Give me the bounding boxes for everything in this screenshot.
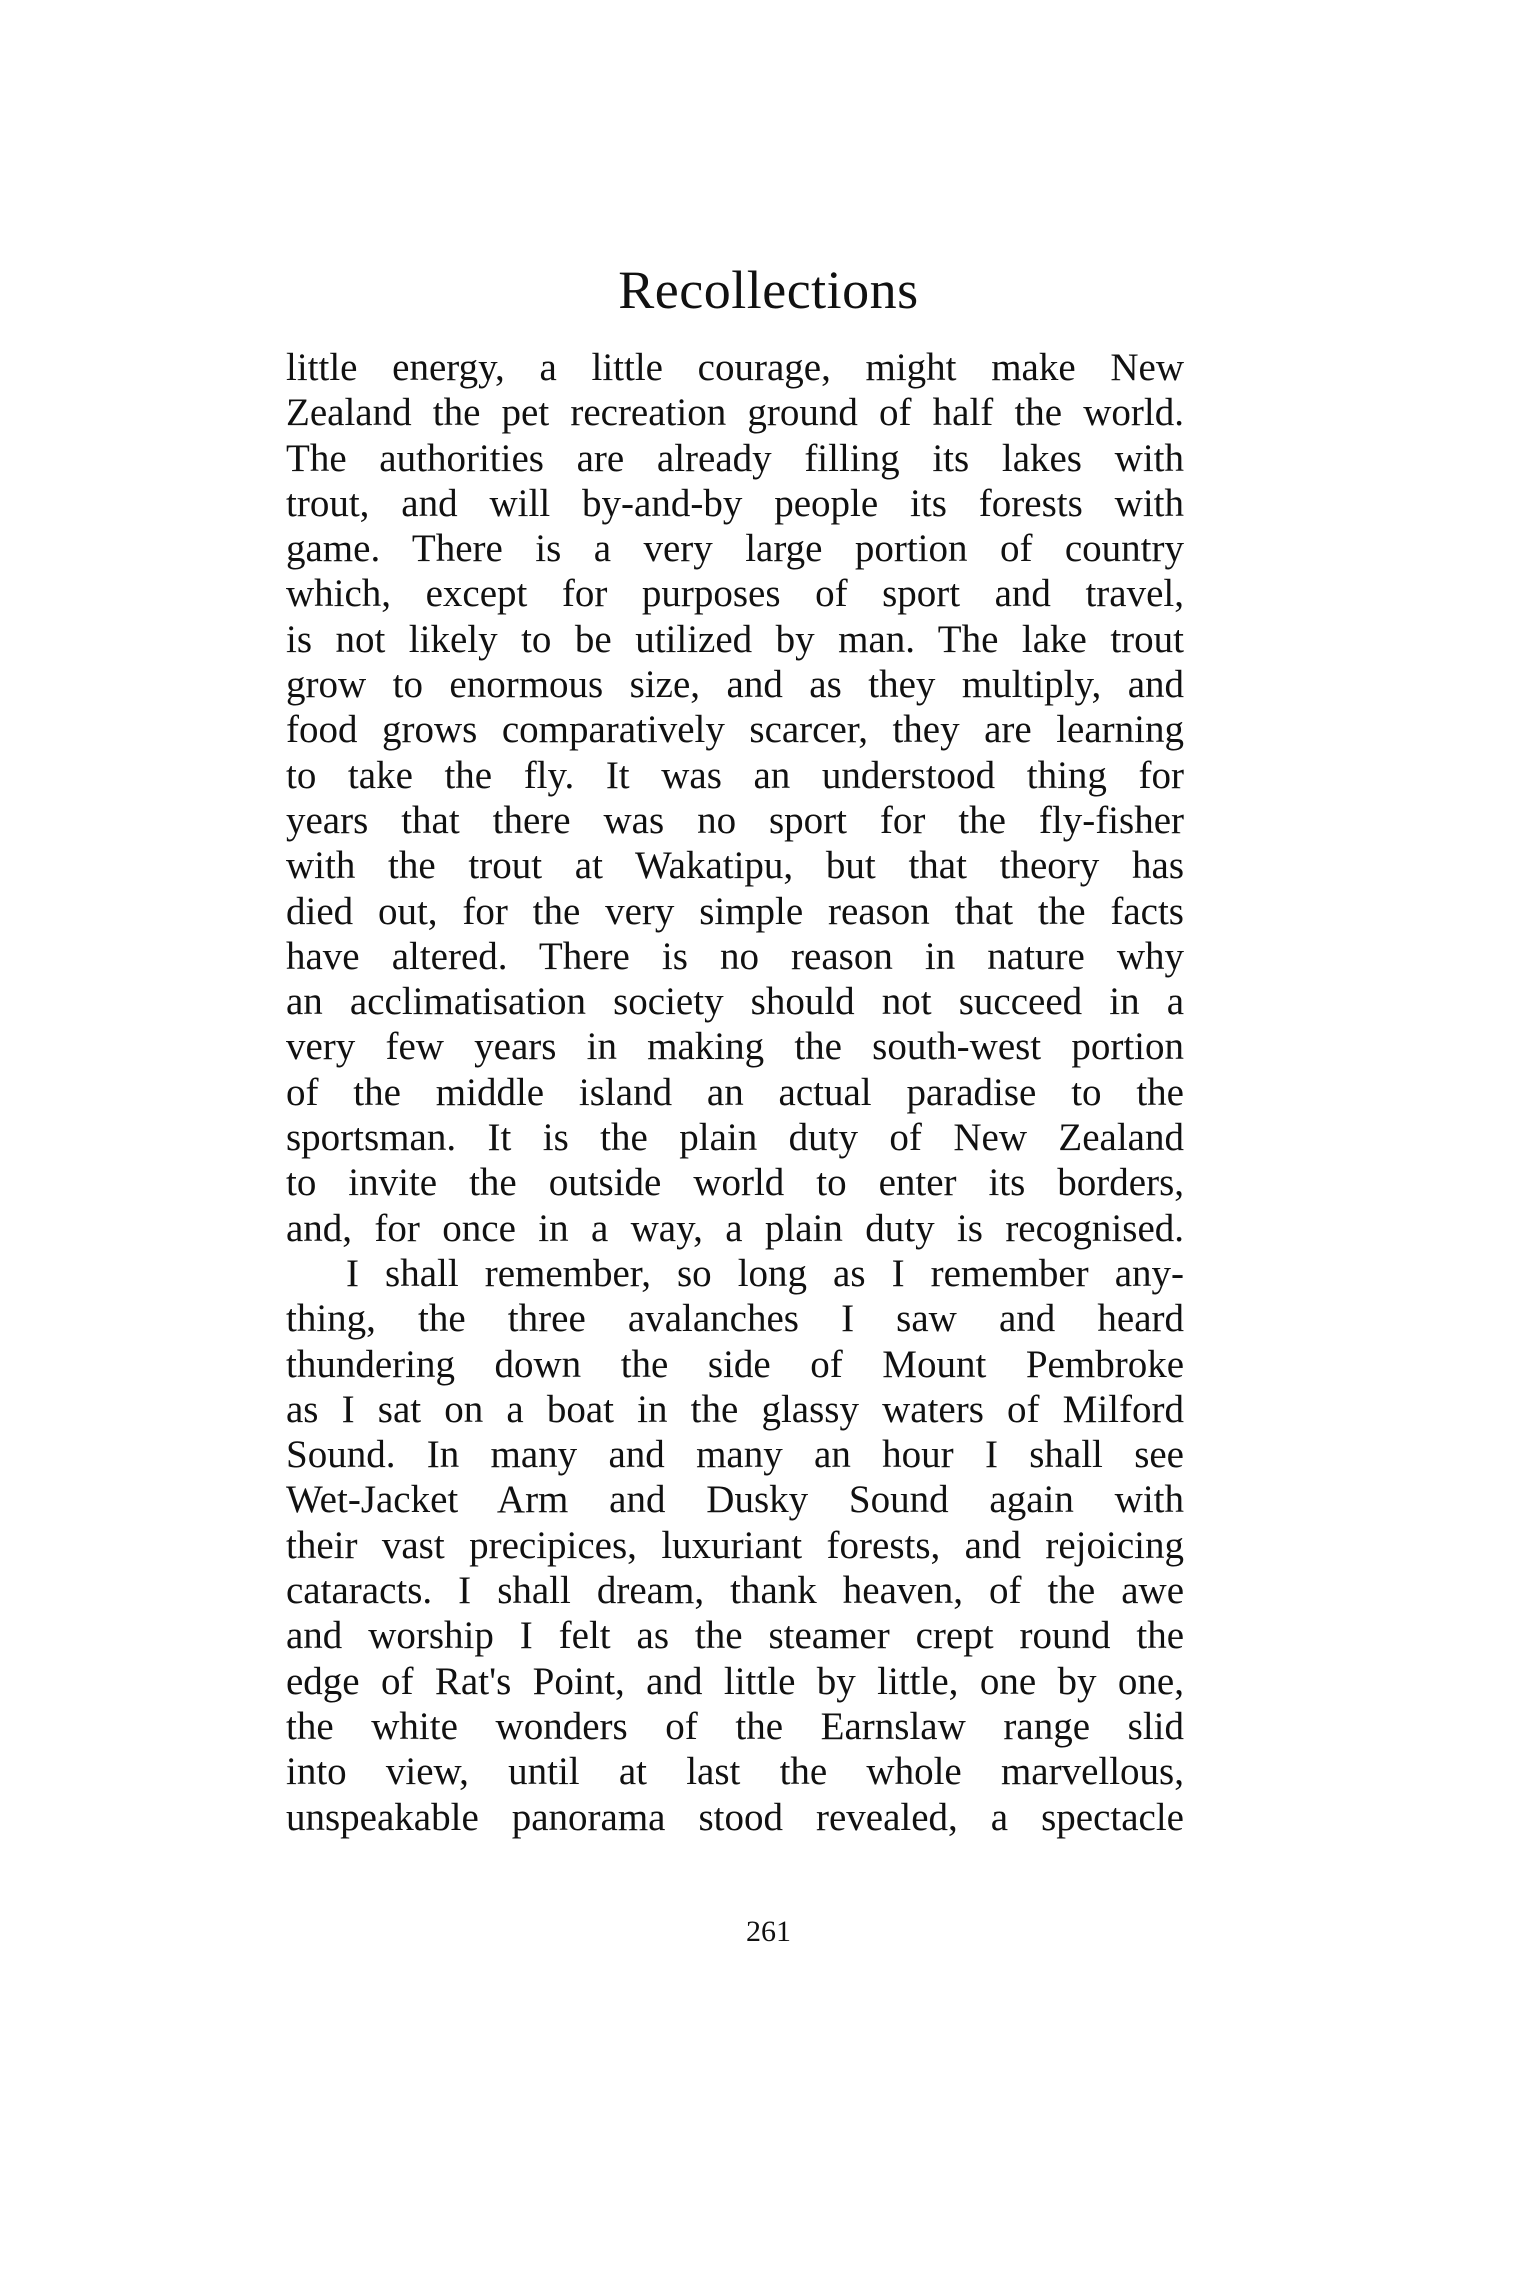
text-line: trout, and will by-and-by people its forests with [286, 481, 1184, 525]
text-line: is not likely to be utilized by man. The lake trout [286, 617, 1184, 661]
text-line: which, except for purposes of sport and travel, [286, 572, 1184, 616]
paragraph [286, 1251, 1184, 1840]
text-line: into view, until at last the whole marvellous, [286, 1750, 1184, 1794]
text-line: Wet-Jacket Arm and Dusky Sound again with [286, 1478, 1184, 1522]
text-line: with the trout at Wakatipu, but that theory has [286, 844, 1184, 888]
text-line: have altered. There is no reason in nature why [286, 934, 1184, 978]
text-line: unspeakable panorama stood revealed, a spectacle [286, 1795, 1184, 1839]
text-line: food grows comparatively scarcer, they are learning [286, 708, 1184, 752]
running-head-title: Recollections [618, 260, 919, 320]
text-line: an acclimatisation society should not succeed in a [286, 980, 1184, 1024]
text-line: game. There is a very large portion of country [286, 527, 1184, 571]
text-line: sportsman. It is the plain duty of New Zealand [286, 1116, 1184, 1160]
text-line: their vast precipices, luxuriant forests, and rejoicing [286, 1523, 1184, 1567]
text-line: grow to enormous size, and as they multiply, and [286, 663, 1184, 707]
text-line: edge of Rat's Point, and little by little, one by one, [286, 1659, 1184, 1703]
text-line: died out, for the very simple reason that the facts [286, 889, 1184, 933]
text-line: and worship I felt as the steamer crept round the [286, 1614, 1184, 1658]
text-line: to take the fly. It was an understood thing for [286, 753, 1184, 797]
text-line: cataracts. I shall dream, thank heaven, of the awe [286, 1569, 1184, 1613]
paragraph [286, 345, 1184, 1251]
text-line: little energy, a little courage, might make New [286, 346, 1184, 389]
body-text [286, 345, 1184, 1840]
text-line: years that there was no sport for the fly-fisher [286, 798, 1184, 842]
text-line: Sound. In many and many an hour I shall see [286, 1433, 1184, 1477]
text-line: very few years in making the south-west portion [286, 1025, 1184, 1069]
text-line: Zealand the pet recreation ground of half the world. [286, 391, 1184, 435]
text-line: thundering down the side of Mount Pembroke [286, 1342, 1184, 1386]
text-line: of the middle island an actual paradise to the [286, 1070, 1184, 1114]
text-line: The authorities are already filling its lakes with [286, 436, 1184, 480]
text-line: I shall remember, so long as I remember any- [346, 1251, 1184, 1295]
text-line: as I sat on a boat in the glassy waters of Milford [286, 1387, 1184, 1431]
text-line: to invite the outside world to enter its borders, [286, 1161, 1184, 1205]
text-line: the white wonders of the Earnslaw range slid [286, 1704, 1184, 1748]
text-line: and, for once in a way, a plain duty is recognised. [286, 1206, 1184, 1250]
page-number: 261 [746, 1915, 791, 1948]
text-line: thing, the three avalanches I saw and heard [286, 1297, 1184, 1341]
